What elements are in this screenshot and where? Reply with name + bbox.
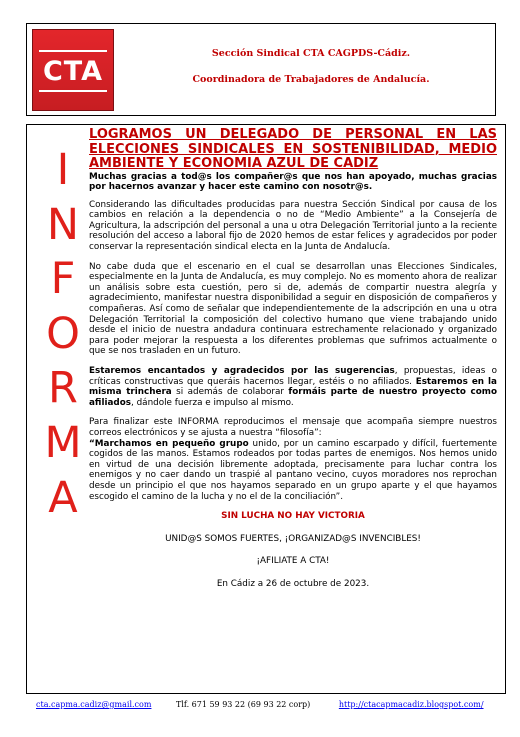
informa-letter: O (46, 308, 80, 359)
article-body (89, 128, 497, 602)
slogan-join: ¡AFILIATE A CTA! (256, 556, 330, 567)
cta-logo (32, 29, 114, 111)
article-paragraph-4: Para finalizar este INFORMA reproducimos el mensaje que acompaña siempre nuestros correos electrónicos y se ajusta a nuestra “filosofía”: (89, 417, 497, 438)
article-title: LOGRAMOS UN DELEGADO DE PERSONAL EN LAS ELECCIONES SINDICALES EN SOSTENIBILIDAD, MEDIO AMBIENTE Y ECONOMIA AZUL DE CADIZ (89, 127, 497, 171)
bold-phrase: formáis parte de nuestro proyecto como afiliados (89, 387, 498, 408)
article-quote (89, 439, 497, 503)
informa-vertical-word (43, 143, 83, 525)
informa-letter: M (44, 417, 82, 468)
footer (36, 700, 496, 709)
header-section-name: Sección Sindical CTA CAGPDS-Cádiz. (211, 48, 411, 59)
logo-text: CTA (42, 56, 104, 87)
header-box (26, 23, 496, 116)
article-intro: Muchas gracias a tod@s los compañer@s que nos han apoyado, muchas gracias por hacernos avanzar y hacer este camino con nosotr@s. (89, 171, 497, 193)
quote-bold-start: “Marchamos en pequeño grupo (89, 438, 249, 449)
bold-phrase: Estaremos en la misma trinchera (89, 376, 497, 398)
informa-letter: A (48, 472, 78, 523)
slogan-no-victory: SIN LUCHA NO HAY VICTORIA (221, 511, 365, 522)
article-paragraph-2: No cabe duda que el escenario en el cual se desarrollan unas Elecciones Sindicales, especialmente en la Junta de Andalucía, es muy complejo. No es momento ahora de realizar un análisis sobre esta cuestión, pero si de, además de compartir nuestra alegría y agradecimiento, manifestar nuestra disponibilidad a seguir en disposición de compañeros y compañeras. Así como de señalar que independientemente de la adscripción en una u otra Delegación Territorial la composición del colectivo humano que viene trabajando unido desde el inicio de nuestra andadura continuara estrechamente relacionado y organizado para poder mejorar la respuesta a los diferentes problemas que sufrimos actualmente o que se nos trasladen en un futuro. (89, 261, 497, 357)
document-date: En Cádiz a 26 de octubre de 2023. (216, 578, 370, 589)
logo-line-bottom (39, 90, 107, 92)
slogan-united: UNID@S SOMOS FUERTES, ¡ORGANIZAD@S INVENCIBLES! (165, 533, 421, 544)
informa-letter: N (46, 199, 80, 250)
text-run: si además de colaborar (171, 387, 289, 398)
text-run: , propuestas, ideas o críticas constructivas que queráis hacernos llegar, estéis o no afiliados. (89, 366, 497, 387)
website-link[interactable]: http://ctacapmacadiz.blogspot.com/ (338, 700, 484, 709)
logo-line-top (39, 50, 107, 52)
main-content-box (26, 124, 506, 694)
phone-number: Tlf. 671 59 93 22 (69 93 22 corp) (176, 700, 311, 709)
quote-text: unido, por un camino escarpado y difícil, fuertemente cogidos de las manos. Estamos rodeados por todas partes de enemigos. Nos hemos unido en virtud de una decisión libremente adoptada, precisamente para luchar contra los enemigos y no caer dando un traspié al pantano vecino, cuyos moradores nos reprochan desde un principio el que nos hayamos separado en un grupo aparte y el que hayamos escogido el camino de la lucha y no el de la conciliación”. (89, 438, 497, 502)
informa-letter: R (48, 363, 78, 414)
header-coordinator-name: Coordinadora de Trabajadores de Andalucía. (192, 74, 430, 85)
email-link[interactable]: cta.capma.cadiz@gmail.com (36, 700, 152, 709)
text-run: , dándole fuerza e impulso al mismo. (131, 397, 294, 408)
informa-letter: I (56, 145, 70, 195)
article-paragraph-3 (89, 366, 497, 408)
informa-letter: F (50, 254, 76, 305)
bold-phrase: Estaremos encantados y agradecidos por las sugerencias (89, 366, 395, 376)
article-paragraph-1: Considerando las dificultades producidas para nuestra Sección Sindical por causa de los cambios en relación a la dependencia o no de “Medio Ambiente” a la Consejería de Agricultura, la adscripción del personal a una u otra Delegación Territorial junto a la reciente resolución del acceso a laboral fijo de 2020 hemos de estar felices y agradecidos por poder conservar la representación sindical electa en la Junta de Andalucía. (89, 199, 497, 253)
